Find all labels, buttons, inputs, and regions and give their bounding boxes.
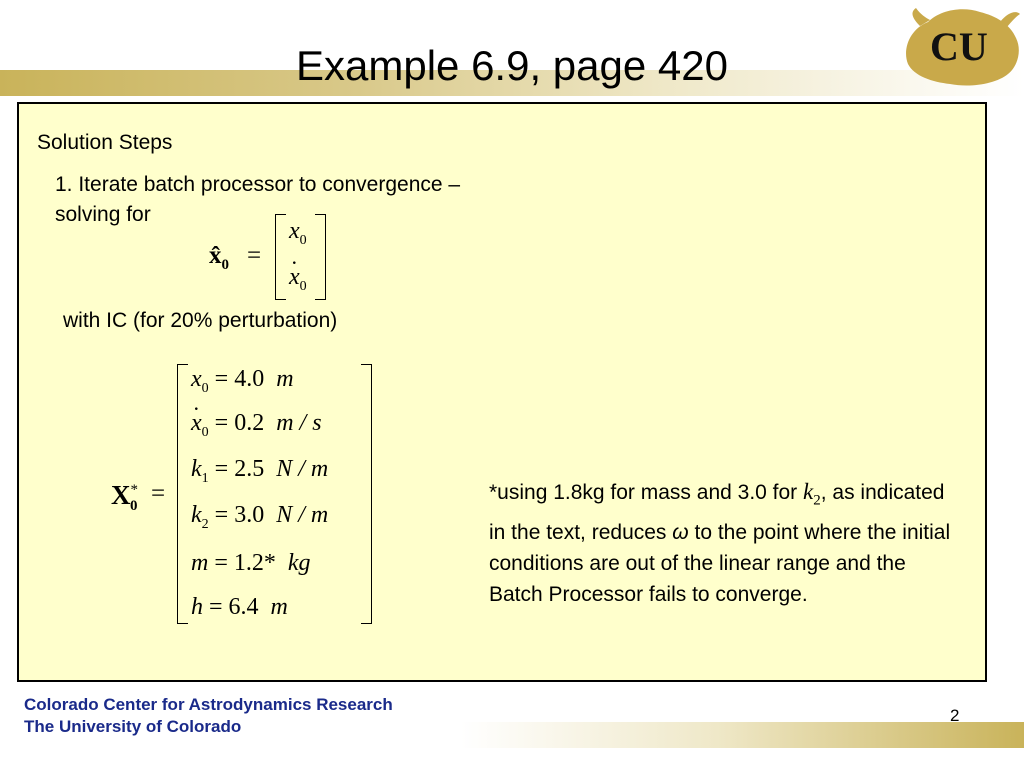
cu-buffalo-logo [900,4,1024,90]
step1-line2: solving for [55,203,151,226]
footer-line2: The University of Colorado [24,717,242,736]
xhat-bracket-right [315,214,326,300]
X0-row-h: h = 6.4 m [191,594,288,620]
footnote-text: *using 1.8kg for mass and 3.0 for $k_2$, as indicated in the text, reduces ω to the point where the initial conditions are out of the linear range and the Batch Processor fails to converge. [489,479,951,606]
content-panel [17,102,987,682]
slide-title-text: Example 6.9, page 420 [296,42,728,89]
step1-line1: 1. Iterate batch processor to convergence – [55,173,461,196]
footer-line1: Colorado Center for Astrodynamics Research [24,695,393,714]
xhat-equals: = [247,242,262,269]
xhat-lhs: $x̂_0$ [209,242,229,273]
footer-org [24,694,393,738]
slide-title [0,38,1024,94]
X0-lhs: $X^*_0$ [111,480,138,515]
xhat-row2: $x \cdot_0$ [289,264,307,295]
X0-row-k1: $k_1 = 2.5$ N / m [191,456,329,486]
k2-symbol: $k_2$ [803,479,821,509]
X0-row-xdot0: $x \cdot_0 = 0.2$ m / s [191,410,322,441]
X0-equals: = [151,480,166,507]
section-heading: Solution Steps [37,131,173,154]
ic-text: with IC (for 20% perturbation) [63,309,338,332]
X0-row-x0: $x_0 = 4.0$ m [191,366,294,396]
xhat-bracket-left [275,214,286,300]
X0-bracket-left [177,364,188,624]
X0-bracket-right [361,364,372,624]
X0-row-m: m = 1.2* kg [191,550,311,576]
logo-letters: CU [930,24,988,69]
page-number: 2 [950,706,960,725]
X0-row-k2: $k_2 = 3.0$ N / m [191,502,329,532]
xhat-row1: $x_0$ [289,218,307,248]
